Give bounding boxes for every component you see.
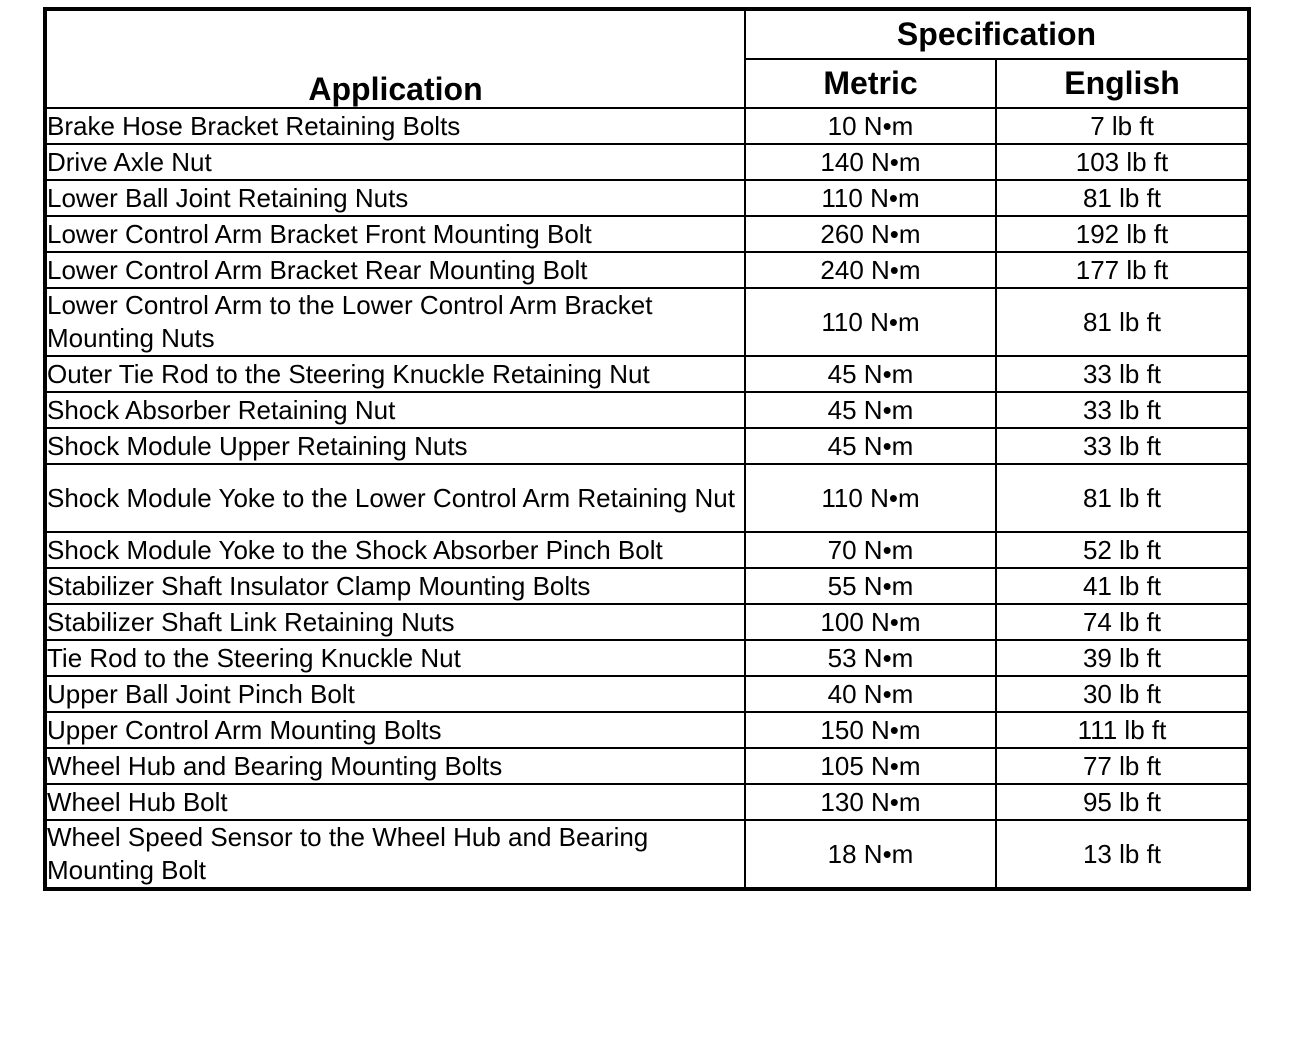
application-cell: Upper Ball Joint Pinch Bolt xyxy=(45,676,745,712)
metric-cell: 100 N•m xyxy=(745,604,996,640)
application-cell: Shock Module Yoke to the Shock Absorber Pinch Bolt xyxy=(45,532,745,568)
metric-cell: 45 N•m xyxy=(745,392,996,428)
metric-cell: 45 N•m xyxy=(745,428,996,464)
table-row xyxy=(45,392,1249,428)
english-column-header: English xyxy=(996,59,1249,108)
table-row xyxy=(45,108,1249,144)
english-cell: 74 lb ft xyxy=(996,604,1249,640)
english-cell: 52 lb ft xyxy=(996,532,1249,568)
metric-cell: 10 N•m xyxy=(745,108,996,144)
metric-cell: 240 N•m xyxy=(745,252,996,288)
specification-column-header: Specification xyxy=(745,9,1249,59)
english-cell: 77 lb ft xyxy=(996,748,1249,784)
application-cell: Tie Rod to the Steering Knuckle Nut xyxy=(45,640,745,676)
metric-column-header: Metric xyxy=(745,59,996,108)
table-row xyxy=(45,604,1249,640)
metric-cell: 45 N•m xyxy=(745,356,996,392)
table-row xyxy=(45,428,1249,464)
application-cell: Outer Tie Rod to the Steering Knuckle Retaining Nut xyxy=(45,356,745,392)
application-cell: Lower Ball Joint Retaining Nuts xyxy=(45,180,745,216)
metric-cell: 140 N•m xyxy=(745,144,996,180)
english-cell: 81 lb ft xyxy=(996,464,1249,532)
application-cell: Lower Control Arm Bracket Front Mounting Bolt xyxy=(45,216,745,252)
table-row xyxy=(45,640,1249,676)
application-column-header: Application xyxy=(45,9,745,108)
metric-cell: 18 N•m xyxy=(745,820,996,889)
application-cell: Shock Absorber Retaining Nut xyxy=(45,392,745,428)
english-cell: 33 lb ft xyxy=(996,356,1249,392)
table-row xyxy=(45,532,1249,568)
table-row xyxy=(45,784,1249,820)
english-cell: 7 lb ft xyxy=(996,108,1249,144)
table-row xyxy=(45,144,1249,180)
table-row xyxy=(45,252,1249,288)
table-body xyxy=(45,108,1249,889)
table-row xyxy=(45,676,1249,712)
english-cell: 111 lb ft xyxy=(996,712,1249,748)
metric-cell: 40 N•m xyxy=(745,676,996,712)
english-cell: 41 lb ft xyxy=(996,568,1249,604)
english-cell: 81 lb ft xyxy=(996,288,1249,356)
application-cell: Brake Hose Bracket Retaining Bolts xyxy=(45,108,745,144)
metric-cell: 110 N•m xyxy=(745,464,996,532)
english-cell: 177 lb ft xyxy=(996,252,1249,288)
application-cell: Upper Control Arm Mounting Bolts xyxy=(45,712,745,748)
metric-cell: 110 N•m xyxy=(745,288,996,356)
english-cell: 13 lb ft xyxy=(996,820,1249,889)
table-row xyxy=(45,288,1249,356)
english-cell: 192 lb ft xyxy=(996,216,1249,252)
metric-cell: 260 N•m xyxy=(745,216,996,252)
application-cell: Lower Control Arm Bracket Rear Mounting Bolt xyxy=(45,252,745,288)
english-cell: 95 lb ft xyxy=(996,784,1249,820)
table-row xyxy=(45,712,1249,748)
english-cell: 33 lb ft xyxy=(996,428,1249,464)
metric-cell: 110 N•m xyxy=(745,180,996,216)
metric-cell: 130 N•m xyxy=(745,784,996,820)
metric-cell: 53 N•m xyxy=(745,640,996,676)
table-row xyxy=(45,820,1249,889)
application-cell: Stabilizer Shaft Link Retaining Nuts xyxy=(45,604,745,640)
metric-cell: 150 N•m xyxy=(745,712,996,748)
english-cell: 103 lb ft xyxy=(996,144,1249,180)
table-row xyxy=(45,568,1249,604)
english-cell: 81 lb ft xyxy=(996,180,1249,216)
application-cell: Lower Control Arm to the Lower Control Arm Bracket Mounting Nuts xyxy=(45,288,745,356)
metric-cell: 70 N•m xyxy=(745,532,996,568)
table-row xyxy=(45,356,1249,392)
english-cell: 30 lb ft xyxy=(996,676,1249,712)
table-header xyxy=(45,9,1249,108)
application-cell: Wheel Hub Bolt xyxy=(45,784,745,820)
table-row xyxy=(45,748,1249,784)
english-cell: 39 lb ft xyxy=(996,640,1249,676)
application-cell: Shock Module Upper Retaining Nuts xyxy=(45,428,745,464)
metric-cell: 55 N•m xyxy=(745,568,996,604)
torque-spec-table xyxy=(43,7,1251,891)
table-row xyxy=(45,464,1249,532)
table-row xyxy=(45,180,1249,216)
application-cell: Wheel Speed Sensor to the Wheel Hub and Bearing Mounting Bolt xyxy=(45,820,745,889)
application-cell: Drive Axle Nut xyxy=(45,144,745,180)
english-cell: 33 lb ft xyxy=(996,392,1249,428)
metric-cell: 105 N•m xyxy=(745,748,996,784)
application-cell: Shock Module Yoke to the Lower Control Arm Retaining Nut xyxy=(45,464,745,532)
application-cell: Stabilizer Shaft Insulator Clamp Mounting Bolts xyxy=(45,568,745,604)
application-cell: Wheel Hub and Bearing Mounting Bolts xyxy=(45,748,745,784)
table-row xyxy=(45,216,1249,252)
